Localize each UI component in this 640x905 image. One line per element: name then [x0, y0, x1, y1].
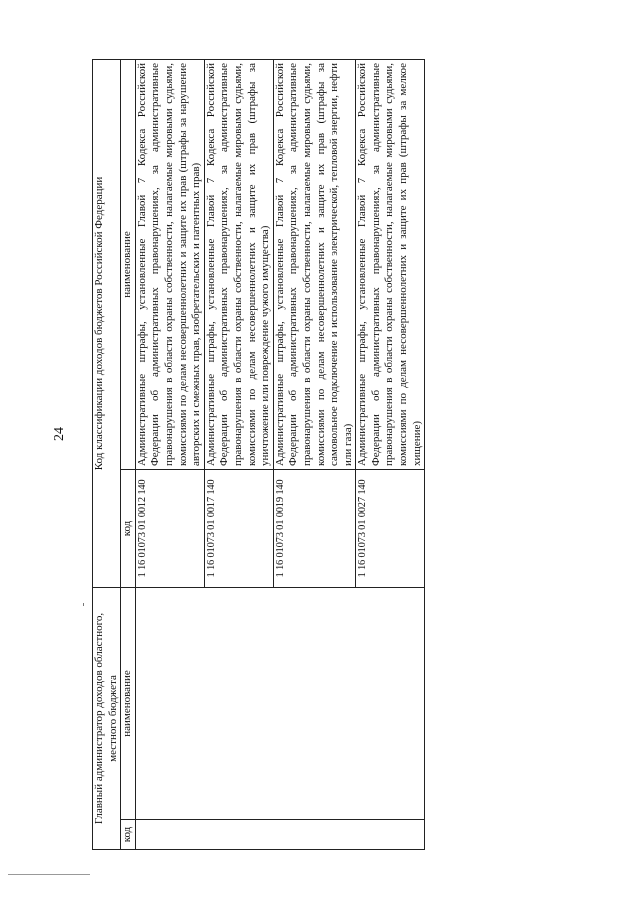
scan-mark — [83, 603, 84, 606]
admin-code-header: код — [121, 820, 136, 850]
revenue-classification-table — [92, 59, 425, 850]
classification-code-header: код — [121, 470, 136, 588]
admin-code-cell — [135, 820, 424, 850]
admin-name-header: наименование — [121, 588, 136, 820]
classification-code-cell: 1 16 01073 01 0027 140 — [356, 470, 425, 588]
admin-name-cell — [135, 588, 424, 820]
page-number: 24 — [52, 427, 67, 441]
classification-code-cell: 1 16 01073 01 0012 140 — [135, 470, 204, 588]
table-header-row-2 — [121, 59, 136, 849]
table-row — [135, 59, 204, 849]
admin-group-header: Главный администратор доходов областного, местного бюджета — [93, 588, 121, 850]
classification-name-cell: Административные штрафы, установленные Главой 7 Кодекса Российской Федерации об административных правонарушениях, за административные правонарушения в области охраны собственности, налагаемые мировыми судьями, комиссиями по делам несовершеннолетних и защите их прав (штрафы за уничтожение или повреждение чужого имущества) — [204, 59, 273, 469]
classification-name-header: наименование — [121, 59, 136, 469]
classification-name-cell: Административные штрафы, установленные Главой 7 Кодекса Российской Федерации об административных правонарушениях, за административные правонарушения в области охраны собственности, налагаемые мировыми судьями, комиссиями по делам несовершеннолетних и защите их прав (штрафы за нарушение авторских и смежных прав, изобретательских и патентных прав) — [135, 59, 204, 469]
classification-name-cell: Административные штрафы, установленные Главой 7 Кодекса Российской Федерации об административных правонарушениях, за административные правонарушения в области охраны собственности, налагаемые мировыми судьями, комиссиями по делам несовершеннолетних и защите их прав (штрафы за самовольное подключение и использование электрической, тепловой энергии, нефти или газа) — [273, 59, 356, 469]
classification-name-cell: Административные штрафы, установленные Главой 7 Кодекса Российской Федерации об административных правонарушениях, за административные правонарушения в области охраны собственности, налагаемые мировыми судьями, комиссиями по делам несовершеннолетних и защите их прав (штрафы за мелкое хищение) — [356, 59, 425, 469]
classification-code-cell: 1 16 01073 01 0017 140 — [204, 470, 273, 588]
classification-group-header: Код классификации доходов бюджетов Российской Федерации — [93, 59, 121, 587]
rotated-table-container — [92, 60, 544, 850]
footer-rule — [8, 874, 90, 875]
table-header-row-1 — [93, 59, 121, 849]
classification-code-cell: 1 16 01073 01 0019 140 — [273, 470, 356, 588]
